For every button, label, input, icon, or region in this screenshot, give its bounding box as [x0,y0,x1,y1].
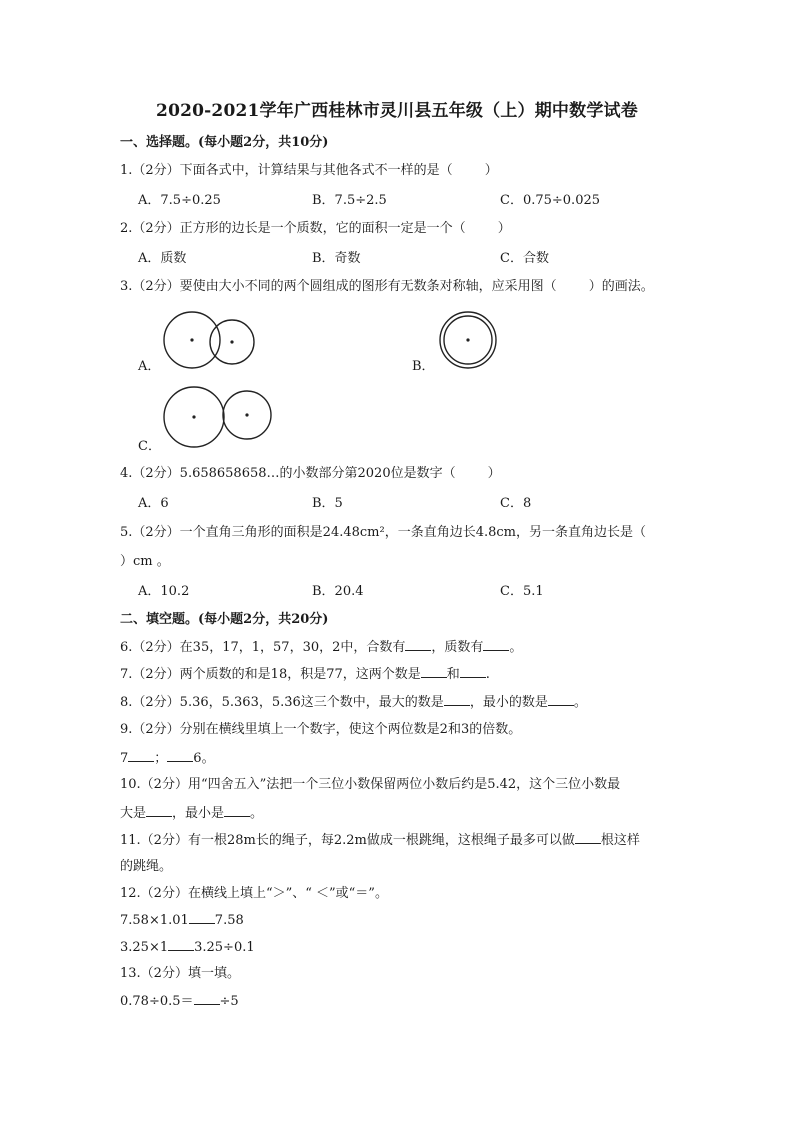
question-13: 13.（2分）填一填。 [120,966,240,981]
question-10: 10.（2分）用“四舍五入”法把一个三位小数保留两位小数后约是5.42，这个三位小数最 [120,777,621,792]
question-11-part-1: 11.（2分）有一根28m长的绳子，每2.2m做成一根跳绳，这根绳子最多可以做 [120,833,575,848]
q12-expr-2-left: 3.25×1 [120,940,169,955]
question-5: 5.（2分）一个直角三角形的面积是24.48cm²，一条直角边长4.8cm，另一条直角边长是（ [120,525,646,540]
question-5-continued: ）cm 。 [120,554,170,569]
answer-blank[interactable] [189,911,215,924]
question-6-part-2: ，质数有 [431,640,484,655]
question-10-part-2: 大是 [120,806,147,821]
q3-figure-c-tangent-circles [160,385,274,449]
question-7 [120,665,490,684]
q1-option-c: C．0.75÷0.025 [500,193,601,208]
q2-option-b: B．奇数 [312,251,361,266]
question-3 [120,278,654,296]
q3-option-a: A． [138,359,161,374]
question-3-close: ）的画法。 [588,279,654,294]
question-7-part-1: 7.（2分）两个质数的和是18，积是77，这两个数是 [120,667,421,682]
section-fill-heading: 二、填空题。(每小题2分，共20分) [120,612,329,627]
q3-figure-b-concentric-circles [436,309,500,371]
q12-expr-1-left: 7.58×1.01 [120,913,189,928]
q2-option-c: C．合数 [500,251,549,266]
question-11-continued: 的跳绳。 [120,859,173,874]
q3-figure-a-intersecting-circles [160,309,264,371]
answer-blank[interactable] [548,693,574,706]
exam-title: 2020-2021学年广西桂林市灵川县五年级（上）期中数学试卷 [156,101,638,121]
answer-blank[interactable] [460,665,486,678]
q3-option-c: C． [138,439,161,454]
answer-blank[interactable] [405,638,431,651]
answer-blank[interactable] [421,665,447,678]
answer-blank[interactable] [128,749,154,762]
question-2 [120,220,511,238]
q1-option-b: B．7.5÷2.5 [312,193,387,208]
question-10-part-4: 。 [250,806,264,821]
q5-option-b: B．20.4 [312,584,364,599]
question-4-text: 4.（2分）5.658658658…的小数部分第2020位是数字（ [120,466,456,481]
question-4-close: ） [487,466,501,481]
question-9-sep: ； [154,751,168,766]
q5-option-c: C．5.1 [500,584,544,599]
question-8-part-4: 。 [573,695,587,710]
question-7-part-2: 和 [446,667,460,682]
answer-blank[interactable] [575,831,601,844]
question-3-text: 3.（2分）要使由大小不同的两个圆组成的图形有无数条对称轴，应采用图（ [120,279,557,294]
question-4 [120,465,501,483]
question-11 [120,831,640,850]
question-8-part-3: ，最小的数是 [469,695,548,710]
q1-option-a: A．7.5÷0.25 [138,193,221,208]
question-12-expr-1 [120,911,244,930]
answer-blank[interactable] [168,938,194,951]
question-6-part-3: 。 [509,640,523,655]
question-6-part-1: 6.（2分）在35，17，1，57，30，2中，合数有 [120,640,406,655]
question-12-expr-2 [120,938,255,957]
question-1-close: ） [484,163,498,178]
repeating-decimal: 3̇6̇ [284,695,301,710]
q5-option-a: A．10.2 [138,584,190,599]
q4-option-c: C．8 [500,496,532,511]
q13-expr-1-left: 0.78÷0.5＝ [120,994,194,1009]
answer-blank[interactable] [444,693,470,706]
q3-option-b: B． [412,359,435,374]
question-10-continued [120,804,263,823]
question-1 [120,162,498,180]
q13-expr-1-right: ÷5 [219,994,239,1009]
q12-expr-1-right: 7.58 [214,913,244,928]
question-9-tail: 6。 [193,751,215,766]
question-2-text: 2.（2分）正方形的边长是一个质数，它的面积一定是一个（ [120,221,466,236]
answer-blank[interactable] [224,804,250,817]
answer-blank[interactable] [483,638,509,651]
question-9: 9.（2分）分别在横线里填上一个数字，使这个两位数是2和3的倍数。 [120,722,522,737]
answer-blank[interactable] [194,992,220,1005]
question-2-close: ） [497,221,511,236]
q12-expr-2-right: 3.25÷0.1 [194,940,255,955]
question-7-part-3: . [485,667,490,682]
question-8-part-1: 8.（2分）5.36，5.363，5. [120,695,285,710]
question-6 [120,638,522,657]
question-8-part-2: 这三个数中，最大的数是 [300,695,444,710]
question-9-lead: 7 [120,751,129,766]
question-11-part-2: 根这样 [600,833,640,848]
section-choice-heading: 一、选择题。(每小题2分，共10分) [120,135,329,150]
answer-blank[interactable] [167,749,193,762]
q4-option-a: A．6 [138,496,169,511]
answer-blank[interactable] [146,804,172,817]
question-13-expr-1 [120,992,239,1011]
question-12: 12.（2分）在横线上填上“＞”、“ ＜”或“＝”。 [120,886,388,901]
question-9-blanks [120,749,215,768]
question-8 [120,693,587,712]
q4-option-b: B．5 [312,496,343,511]
question-1-text: 1.（2分）下面各式中，计算结果与其他各式不一样的是（ [120,163,453,178]
q2-option-a: A．质数 [138,251,187,266]
question-10-part-3: ，最小是 [172,806,225,821]
